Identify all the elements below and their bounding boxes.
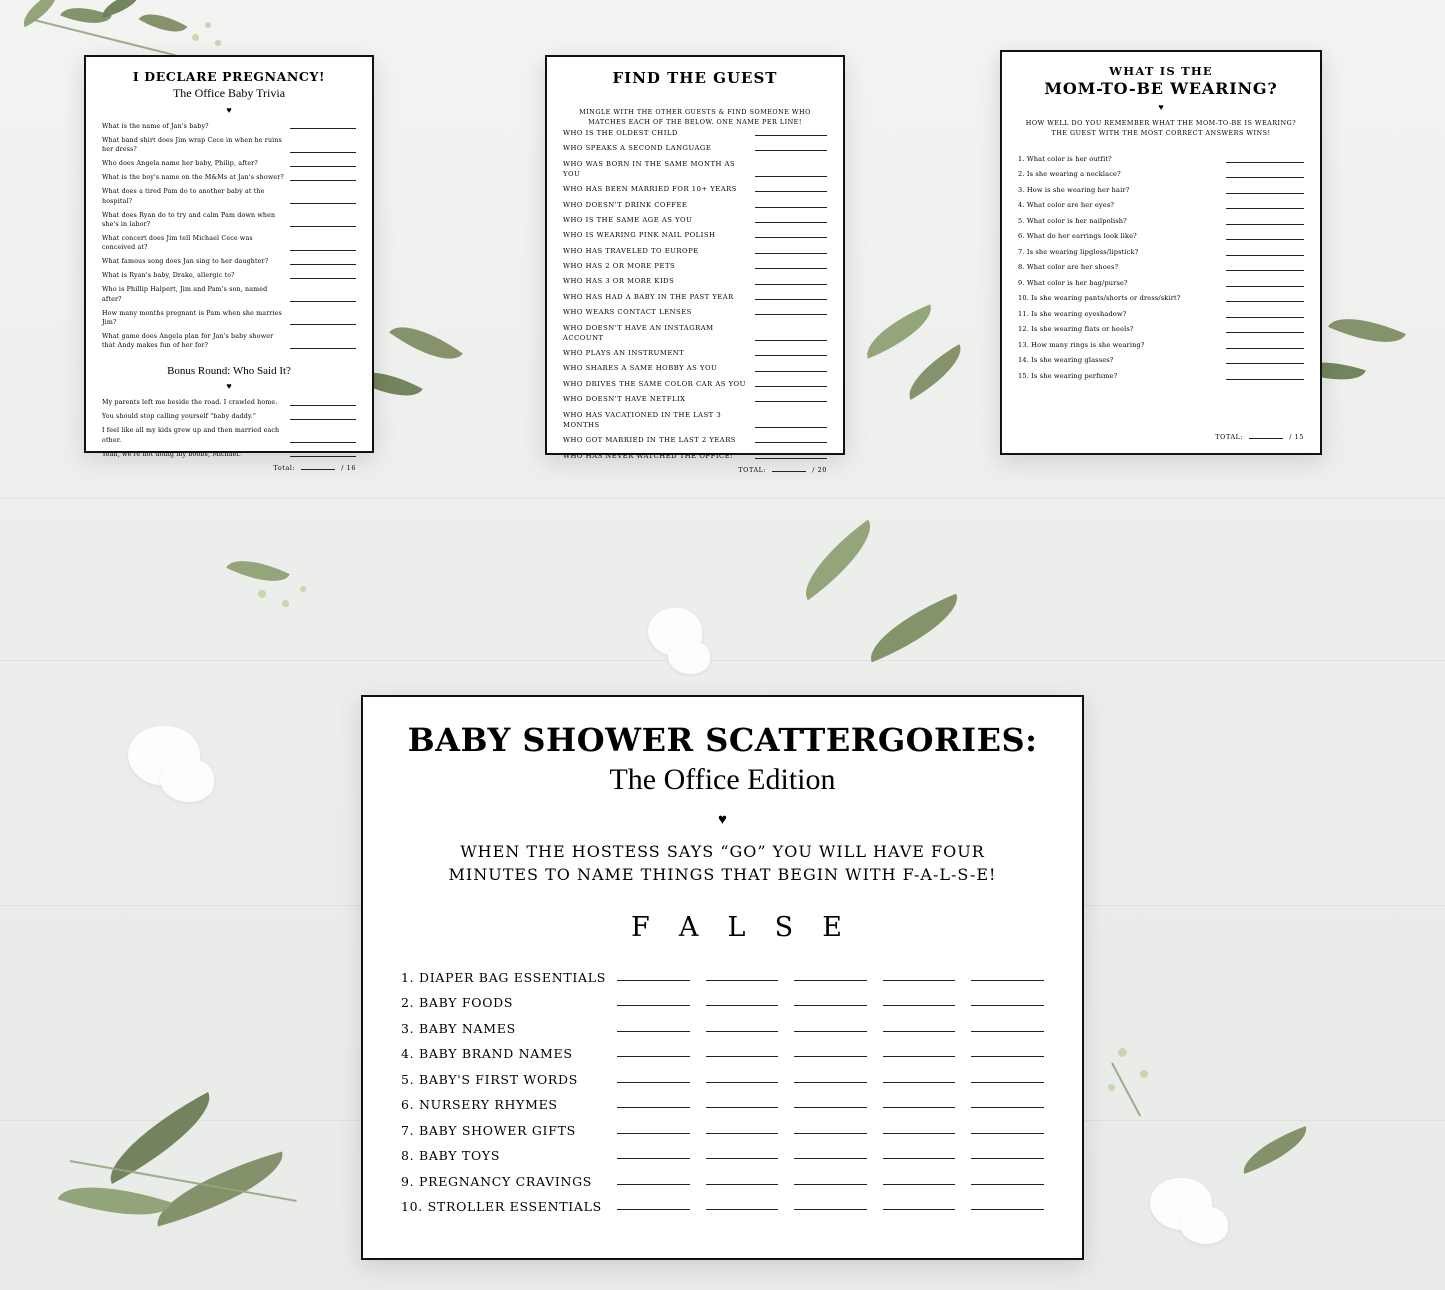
guest-item (563, 379, 827, 389)
answer-line[interactable] (755, 236, 827, 238)
guest-item (563, 159, 827, 179)
trivia-bonus-quote (102, 450, 356, 459)
card-office-baby-trivia (84, 55, 374, 472)
scattergories-answer-cell[interactable] (706, 1081, 779, 1083)
scattergories-answer-cell[interactable] (617, 1106, 690, 1108)
trivia-title: I DECLARE PREGNANCY! (132, 69, 326, 84)
mom-question-label: 10. Is she wearing pants/shorts or dress/skirt? (1018, 294, 1181, 303)
guest-item (563, 323, 827, 343)
scattergories-row (401, 1036, 1044, 1062)
mom-title-line1: WHAT IS THE (1109, 64, 1213, 78)
trivia-total-value: / 16 (341, 463, 356, 472)
guest-item (563, 143, 827, 153)
scattergories-answer-cell[interactable] (617, 979, 690, 981)
mom-question-label: 5. What color is her nailpolish? (1018, 216, 1127, 225)
guest-item (563, 215, 827, 225)
mom-question-label: 12. Is she wearing flats or heels? (1018, 325, 1134, 334)
guest-total (563, 466, 827, 474)
mom-question (1018, 341, 1304, 351)
guest-item (563, 363, 827, 373)
scattergories-row (401, 1189, 1044, 1215)
scattergories-category-label: 3. BABY NAMES (401, 1020, 516, 1036)
guest-item (563, 276, 827, 286)
scattergories-row (401, 1138, 1044, 1164)
guest-item-label: WHO IS THE OLDEST CHILD (563, 128, 678, 137)
mom-question-label: 9. What color is her bag/purse? (1018, 278, 1128, 287)
trivia-question (102, 187, 356, 206)
mom-total (1018, 433, 1304, 441)
scattergories-row (401, 959, 1044, 985)
answer-line[interactable] (755, 175, 827, 177)
answer-line[interactable] (1226, 192, 1304, 194)
answer-line[interactable] (1226, 238, 1304, 240)
scattergories-answer-cell[interactable] (971, 1030, 1044, 1032)
scattergories-answer-cell[interactable] (883, 1081, 956, 1083)
scattergories-answer-cell[interactable] (617, 1030, 690, 1032)
guest-item-label: WHO GOT MARRIED IN THE LAST 2 YEARS (563, 436, 736, 445)
answer-line[interactable] (755, 283, 827, 285)
guest-item-label: WHO DOESN'T DRINK COFFEE (563, 200, 688, 209)
answer-line[interactable] (290, 249, 356, 251)
answer-line[interactable] (1226, 207, 1304, 209)
scattergories-category-label: 7. BABY SHOWER GIFTS (401, 1122, 576, 1138)
answer-line[interactable] (290, 151, 356, 153)
guest-item (563, 200, 827, 210)
scattergories-answer-cell[interactable] (706, 1132, 779, 1134)
trivia-bonus-quote (102, 412, 356, 421)
guest-item-label: WHO HAS HAD A BABY IN THE PAST YEAR (563, 292, 734, 301)
guest-item-label: WHO DRIVES THE SAME COLOR CAR AS YOU (563, 379, 746, 388)
trivia-bonus-list (102, 398, 356, 463)
trivia-question (102, 332, 356, 351)
guest-item-label: WHO HAS 2 OR MORE PETS (563, 262, 676, 271)
mom-question (1018, 325, 1304, 335)
trivia-question-label: What concert does Jim tell Michael Cece was conceived at? (102, 234, 253, 252)
scattergories-answer-cell[interactable] (706, 1183, 779, 1185)
answer-line[interactable] (290, 277, 356, 279)
answer-line[interactable] (290, 404, 356, 406)
trivia-question-label: How many months pregnant is Pam when she marries Jim? (102, 309, 282, 326)
guest-item (563, 230, 827, 240)
mom-total-label: TOTAL: (1215, 433, 1244, 441)
mom-question (1018, 186, 1304, 196)
guest-item (563, 410, 827, 430)
scattergories-row (401, 1087, 1044, 1113)
answer-line[interactable] (755, 252, 827, 254)
answer-line[interactable] (755, 426, 827, 428)
scattergories-row (401, 985, 1044, 1011)
scattergories-answer-cell[interactable] (883, 1030, 956, 1032)
trivia-question-label: What famous song does Jan sing to her daughter? (102, 258, 269, 266)
guest-item-label: WHO WAS BORN IN THE SAME MONTH AS YOU (563, 159, 736, 178)
scattergories-answer-cell[interactable] (883, 1055, 956, 1057)
answer-line[interactable] (1226, 254, 1304, 256)
scattergories-answer-cell[interactable] (617, 1055, 690, 1057)
answer-line[interactable] (1226, 316, 1304, 318)
scattergories-letter: F (631, 912, 652, 944)
scattergories-answer-cell[interactable] (971, 1157, 1044, 1159)
scattergories-row (401, 1061, 1044, 1087)
scattergories-row (401, 1112, 1044, 1138)
mom-question (1018, 294, 1304, 304)
scattergories-title: BABY SHOWER SCATTERGORIES: (407, 721, 1038, 759)
scattergories-answer-cell[interactable] (883, 1157, 956, 1159)
mom-question-label: 13. How many rings is she wearing? (1018, 340, 1145, 349)
answer-line[interactable] (755, 441, 827, 443)
answer-line[interactable] (1226, 347, 1304, 349)
scattergories-answer-cell[interactable] (883, 1183, 956, 1185)
answer-line[interactable] (755, 267, 827, 269)
trivia-bonus-quote-label: Yeah, we're not doing my boobs, Michael. (102, 450, 241, 458)
scattergories-answer-cell[interactable] (971, 1004, 1044, 1006)
guest-item (563, 307, 827, 317)
trivia-question-label: What is the boy's name on the M&Ms at Jan's shower? (102, 174, 284, 182)
scattergories-answer-cell[interactable] (617, 1157, 690, 1159)
guest-item-label: WHO HAS NEVER WATCHED THE OFFICE! (563, 451, 734, 460)
trivia-question-label: What game does Angela plan for Jan's baby shower that Andy makes fun of her for? (102, 332, 274, 350)
mom-question-label: 14. Is she wearing glasses? (1018, 356, 1114, 365)
answer-line[interactable] (755, 385, 827, 387)
scattergories-category-label: 5. BABY'S FIRST WORDS (401, 1071, 578, 1087)
trivia-bonus-quote (102, 398, 356, 407)
trivia-question (102, 122, 356, 131)
scattergories-answer-cell[interactable] (706, 1055, 779, 1057)
mom-question (1018, 201, 1304, 211)
answer-line[interactable] (290, 179, 356, 181)
answer-line[interactable] (755, 354, 827, 356)
answer-line[interactable] (1226, 161, 1304, 163)
trivia-question (102, 234, 356, 253)
guest-item-label: WHO IS THE SAME AGE AS YOU (563, 215, 693, 224)
guest-item-label: WHO HAS 3 OR MORE KIDS (563, 277, 675, 286)
scattergories-answer-cell[interactable] (971, 1208, 1044, 1210)
scattergories-category-grid (401, 959, 1044, 1214)
card-find-the-guest (545, 55, 845, 474)
answer-line[interactable] (755, 221, 827, 223)
scattergories-answer-cell[interactable] (706, 1030, 779, 1032)
guest-item-label: WHO DOESN'T HAVE NETFLIX (563, 395, 686, 404)
scattergories-answer-cell[interactable] (706, 1004, 779, 1006)
guest-total-label: TOTAL: (738, 465, 767, 474)
scattergories-letter: L (727, 912, 748, 944)
scattergories-letter-row (401, 912, 1044, 943)
trivia-question (102, 257, 356, 266)
scattergories-answer-cell[interactable] (794, 1106, 867, 1108)
trivia-question-label: What does Ryan do to try and calm Pam down when she's in labor? (102, 211, 276, 228)
scattergories-answer-cell[interactable] (617, 1183, 690, 1185)
scattergories-subtitle: The Office Edition (609, 763, 836, 796)
scattergories-answer-cell[interactable] (617, 1132, 690, 1134)
scattergories-answer-cell[interactable] (794, 979, 867, 981)
answer-line[interactable] (755, 370, 827, 372)
answer-line[interactable] (290, 300, 356, 302)
trivia-question-label: Who does Angela name her baby, Philip, after? (102, 160, 258, 168)
trivia-total-label: Total: (273, 463, 296, 472)
trivia-question (102, 159, 356, 168)
scattergories-category-label: 9. PREGNANCY CRAVINGS (401, 1173, 593, 1189)
trivia-subtitle: The Office Baby Trivia (172, 86, 286, 100)
mom-question-label: 15. Is she wearing perfume? (1018, 371, 1118, 380)
answer-line[interactable] (755, 339, 827, 341)
mom-question (1018, 217, 1304, 227)
trivia-question-label: What does a tired Pam do to another baby at the hospital? (102, 188, 265, 205)
trivia-question (102, 173, 356, 182)
trivia-question-label: Who is Phillip Halpert, Jim and Pam's son, named after? (102, 286, 268, 303)
scattergories-answer-cell[interactable] (706, 1106, 779, 1108)
answer-line[interactable] (755, 298, 827, 300)
mom-question (1018, 310, 1304, 320)
card-baby-shower-scattergories (361, 695, 1084, 1260)
mom-total-value: / 15 (1289, 433, 1304, 441)
scattergories-answer-cell[interactable] (794, 1157, 867, 1159)
scattergories-answer-cell[interactable] (971, 1132, 1044, 1134)
guest-item-label: WHO SHARES A SAME HOBBY AS YOU (563, 364, 718, 373)
trivia-bonus-quote (102, 426, 356, 445)
guest-item (563, 451, 827, 461)
answer-line[interactable] (290, 225, 356, 227)
answer-line[interactable] (755, 149, 827, 151)
answer-line[interactable] (1226, 362, 1304, 364)
mom-question-label: 3. How is she wearing her hair? (1018, 185, 1130, 194)
answer-line[interactable] (290, 441, 356, 443)
trivia-total (102, 464, 356, 472)
scattergories-answer-cell[interactable] (706, 979, 779, 981)
answer-line[interactable] (1226, 378, 1304, 380)
scattergories-answer-cell[interactable] (883, 979, 956, 981)
answer-line[interactable] (1226, 331, 1304, 333)
scattergories-answer-cell[interactable] (794, 1208, 867, 1210)
guest-item (563, 184, 827, 194)
scattergories-intro-line1: WHEN THE HOSTESS SAYS “GO” YOU WILL HAVE FOUR (460, 842, 985, 861)
answer-line[interactable] (755, 190, 827, 192)
answer-line[interactable] (290, 127, 356, 129)
answer-line[interactable] (1226, 176, 1304, 178)
heart-icon: ♥ (226, 105, 232, 115)
mom-question (1018, 279, 1304, 289)
answer-line[interactable] (1226, 269, 1304, 271)
mom-question-label: 2. Is she wearing a necklace? (1018, 170, 1121, 179)
guest-item-label: WHO HAS VACATIONED IN THE LAST 3 MONTHS (563, 410, 722, 429)
guest-item-list (563, 128, 827, 466)
answer-line[interactable] (755, 457, 827, 459)
trivia-question (102, 309, 356, 328)
guest-item (563, 292, 827, 302)
trivia-bonus-title: Bonus Round: Who Said It? (167, 365, 291, 378)
scattergories-category-label: 8. BABY TOYS (401, 1148, 501, 1164)
scattergories-answer-cell[interactable] (794, 1081, 867, 1083)
scattergories-answer-cell[interactable] (971, 979, 1044, 981)
scattergories-answer-cell[interactable] (617, 1004, 690, 1006)
guest-item (563, 246, 827, 256)
mom-question-label: 7. Is she wearing lipgloss/lipstick? (1018, 247, 1139, 256)
guest-item-label: WHO HAS BEEN MARRIED FOR 10+ YEARS (563, 185, 737, 194)
answer-line[interactable] (290, 347, 356, 349)
trivia-question (102, 285, 356, 304)
guest-item-label: WHO PLAYS AN INSTRUMENT (563, 349, 685, 358)
scattergories-answer-cell[interactable] (794, 1004, 867, 1006)
trivia-question-label: What is the name of Jan's baby? (102, 123, 209, 130)
scattergories-category-label: 10. STROLLER ESSENTIALS (401, 1199, 602, 1215)
trivia-question-list (102, 122, 356, 355)
scattergories-answer-cell[interactable] (971, 1106, 1044, 1108)
answer-line[interactable] (290, 263, 356, 265)
trivia-question (102, 136, 356, 155)
answer-line[interactable] (290, 165, 356, 167)
trivia-bonus-quote-label: You should stop calling yourself "baby daddy." (102, 413, 256, 421)
mom-question-label: 4. What color are her eyes? (1018, 201, 1115, 210)
scattergories-answer-cell[interactable] (794, 1183, 867, 1185)
answer-line[interactable] (755, 134, 827, 136)
scattergories-category-label: 1. DIAPER BAG ESSENTIALS (401, 969, 607, 985)
answer-line[interactable] (1226, 223, 1304, 225)
scattergories-answer-cell[interactable] (617, 1081, 690, 1083)
trivia-question-label: What band shirt does Jim wrap Cece in when he ruins her dress? (102, 136, 282, 154)
card-mom-to-be-wearing (1000, 50, 1322, 455)
heart-icon: ♥ (718, 812, 727, 828)
trivia-question-label: What is Ryan's baby, Drake, allergic to? (102, 272, 235, 280)
scattergories-category-label: 2. BABY FOODS (401, 995, 514, 1011)
guest-item (563, 348, 827, 358)
scattergories-answer-cell[interactable] (971, 1081, 1044, 1083)
scattergories-answer-cell[interactable] (883, 1132, 956, 1134)
guest-item-label: WHO IS WEARING PINK NAIL POLISH (563, 231, 716, 240)
heart-icon: ♥ (226, 381, 232, 392)
scattergories-letter: S (774, 912, 796, 944)
trivia-bonus-quote-label: I feel like all my kids grew up and then married each other. (102, 427, 280, 444)
guest-item (563, 261, 827, 271)
mom-question (1018, 232, 1304, 242)
answer-line[interactable] (290, 323, 356, 325)
mom-question (1018, 372, 1304, 382)
answer-line[interactable] (755, 400, 827, 402)
scattergories-category-label: 6. NURSERY RHYMES (401, 1097, 558, 1113)
trivia-question (102, 271, 356, 280)
scattergories-letter: A (678, 912, 701, 944)
scattergories-answer-cell[interactable] (617, 1208, 690, 1210)
mom-question (1018, 170, 1304, 180)
guest-item (563, 128, 827, 138)
scattergories-answer-cell[interactable] (883, 1208, 956, 1210)
scattergories-answer-cell[interactable] (883, 1106, 956, 1108)
answer-line[interactable] (290, 455, 356, 457)
scattergories-answer-cell[interactable] (794, 1132, 867, 1134)
mom-question (1018, 263, 1304, 273)
guest-item-label: WHO WEARS CONTACT LENSES (563, 308, 692, 317)
mom-title-line2: MOM-TO-BE WEARING? (1044, 79, 1278, 98)
scattergories-answer-cell[interactable] (706, 1208, 779, 1210)
answer-line[interactable] (755, 313, 827, 315)
guest-item-label: WHO DOESN'T HAVE AN INSTAGRAM ACCOUNT (563, 323, 714, 342)
answer-line[interactable] (755, 206, 827, 208)
guest-item (563, 435, 827, 445)
scattergories-letter: E (822, 912, 844, 944)
scattergories-answer-cell[interactable] (706, 1157, 779, 1159)
scattergories-answer-cell[interactable] (883, 1004, 956, 1006)
guest-title: FIND THE GUEST (612, 69, 778, 87)
mom-question-list (1018, 155, 1304, 387)
guest-intro: MINGLE WITH THE OTHER GUESTS & FIND SOMEONE WHO MATCHES EACH OF THE BELOW. ONE NAME PER LINE! (579, 108, 811, 126)
guest-total-value: / 20 (812, 465, 827, 474)
guest-item-label: WHO HAS TRAVELED TO EUROPE (563, 246, 699, 255)
scattergories-intro-line2: MINUTES TO NAME THINGS THAT BEGIN WITH F-A-L-S-E! (448, 865, 997, 885)
scattergories-row (401, 1010, 1044, 1036)
answer-line[interactable] (1226, 300, 1304, 302)
mom-question-label: 8. What color are her shoes? (1018, 263, 1119, 272)
trivia-bonus-quote-label: My parents left me beside the road. I crawled home. (102, 399, 278, 407)
mom-question-label: 6. What do her earrings look like? (1018, 232, 1137, 241)
mom-intro: HOW WELL DO YOU REMEMBER WHAT THE MOM-TO-BE IS WEARING? THE GUEST WITH THE MOST CORRECT ANSWERS WINS! (1025, 119, 1297, 137)
mom-question (1018, 155, 1304, 165)
scattergories-category-label: 4. BABY BRAND NAMES (401, 1046, 573, 1062)
scattergories-answer-cell[interactable] (971, 1183, 1044, 1185)
mom-question-label: 11. Is she wearing eyeshadow? (1018, 309, 1127, 318)
scattergories-answer-cell[interactable] (794, 1055, 867, 1057)
answer-line[interactable] (1226, 285, 1304, 287)
trivia-question (102, 211, 356, 230)
mom-question (1018, 356, 1304, 366)
scattergories-answer-cell[interactable] (971, 1055, 1044, 1057)
guest-item (563, 394, 827, 404)
scattergories-answer-cell[interactable] (794, 1030, 867, 1032)
answer-line[interactable] (290, 202, 356, 204)
scattergories-row (401, 1163, 1044, 1189)
mom-question-label: 1. What color is her outfit? (1018, 154, 1112, 163)
answer-line[interactable] (290, 418, 356, 420)
mom-question (1018, 248, 1304, 258)
heart-icon: ♥ (1158, 102, 1164, 112)
guest-item-label: WHO SPEAKS A SECOND LANGUAGE (563, 144, 712, 153)
